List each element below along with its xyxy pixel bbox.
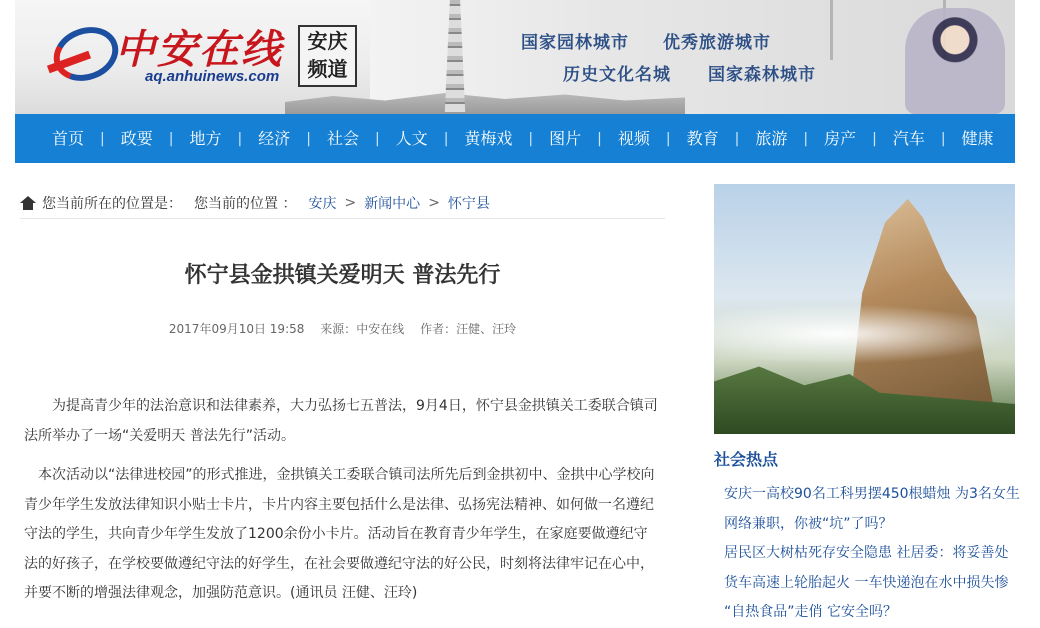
slogan-2: 优秀旅游城市 (663, 33, 771, 53)
nav-separator: | (237, 130, 243, 147)
breadcrumb-label: 您当前的位置 ： (194, 196, 297, 212)
nav-item-economy[interactable]: 经济 (258, 129, 291, 148)
header-banner (15, 0, 1015, 114)
hot-news-item[interactable]: 安庆一高校90名工科男摆450根蜡烛 为3名女生 (724, 486, 1020, 502)
mountain-cloud (714, 304, 1015, 364)
home-icon (20, 196, 36, 210)
slogan-3: 历史文化名城 (563, 65, 671, 85)
nav-separator: | (665, 130, 671, 147)
site-url: aq.anhuinews.com (145, 68, 280, 85)
nav-separator: | (443, 130, 449, 147)
article-title: 怀宁县金拱镇关爱明天 普法先行 (184, 262, 501, 288)
article-author: 作者：汪健、汪玲 (420, 322, 517, 336)
main-nav (15, 114, 1015, 163)
hot-news-item[interactable]: 货车高速上轮胎起火 一车快递泡在水中损失惨 (724, 574, 1009, 591)
nav-item-politics[interactable]: 政要 (120, 129, 153, 148)
hot-news-item[interactable]: “自热食品”走俏 它安全吗？ (724, 604, 897, 621)
nav-separator: | (306, 130, 311, 147)
article-paragraph-1: 为提高青少年的法治意识和法律素养，大力弘扬七五普法，9月4日，怀宁县金拱镇关工委联合镇司法所举办了一场“关爱明天 普法先行”活动。 (24, 398, 658, 444)
nav-separator: | (100, 130, 105, 147)
nav-item-photos[interactable]: 图片 (549, 129, 582, 148)
breadcrumb-item-news-center[interactable]: 新闻中心 (364, 196, 421, 212)
breadcrumb-arrow-icon: > (428, 195, 440, 211)
opera-figure-image (905, 8, 1005, 114)
sidebar-heading: 社会热点 (714, 450, 779, 469)
nav-item-local[interactable]: 地方 (189, 129, 222, 148)
channel-badge (298, 25, 357, 87)
slogan-1: 国家园林城市 (521, 33, 629, 53)
nav-separator: | (528, 130, 534, 147)
nav-separator: | (374, 130, 380, 147)
nav-item-health[interactable]: 健康 (961, 129, 994, 148)
nav-item-home[interactable]: 首页 (52, 129, 85, 148)
article-date: 2017年09月10日 19:58 (168, 322, 305, 336)
article-body (24, 392, 660, 619)
nav-item-video[interactable]: 视频 (617, 129, 650, 148)
slogan-4: 国家森林城市 (708, 65, 816, 85)
breadcrumb-item-huaining[interactable]: 怀宁县 (447, 196, 490, 212)
article-source: 来源：中安在线 (320, 322, 405, 336)
nav-item-auto[interactable]: 汽车 (892, 129, 925, 148)
nav-item-culture[interactable]: 人文 (395, 129, 428, 148)
site-name[interactable]: 中安在线 (115, 26, 283, 73)
nav-separator: | (597, 130, 602, 147)
breadcrumb-item-anqing[interactable]: 安庆 (308, 196, 337, 212)
hot-news-list (724, 480, 1024, 628)
article-meta (20, 320, 665, 337)
breadcrumb-arrow-icon: > (344, 195, 357, 211)
nav-item-education[interactable]: 教育 (686, 129, 719, 148)
sidebar-mountain-image[interactable] (714, 184, 1015, 434)
nav-item-society[interactable]: 社会 (326, 129, 359, 148)
nav-item-huangmei-opera[interactable]: 黄梅戏 (464, 129, 513, 148)
channel-line2: 频道 (307, 57, 348, 81)
hot-news-item[interactable]: 网络兼职，你被“坑”了吗？ (724, 515, 893, 532)
channel-line1: 安庆 (307, 29, 348, 53)
article-paragraph-2: 本次活动以“法律进校园”的形式推进，金拱镇关工委联合镇司法所先后到金拱初中、金拱中心学校向青少年学生发放法律知识小贴士卡片，卡片内容主要包括什么是法律、弘扬宪法精神、如何做一名遵纪守法的学生，共向青少年学生发放了1200余份小卡片。活动旨在教育青少年学生，在家庭要做遵纪守法的好孩子，在学校要做遵纪守法的好学生，在社会要做遵纪守法的好公民，时刻将法律牢记在心中，并要不断的增强法律观念，加强防范意识。(通讯员 汪健、汪玲) (24, 467, 655, 601)
breadcrumb-prefix: 您当前所在的位置是： (42, 196, 182, 212)
nav-separator: | (734, 130, 740, 147)
nav-separator: | (940, 130, 946, 147)
nav-item-realestate[interactable]: 房产 (824, 129, 857, 148)
nav-item-travel[interactable]: 旅游 (755, 129, 788, 148)
hot-news-item[interactable]: 居民区大树枯死存安全隐患 社居委：将妥善处 (724, 545, 1009, 562)
breadcrumb (20, 188, 665, 219)
nav-separator: | (168, 130, 174, 147)
nav-separator: | (872, 130, 877, 147)
nav-separator: | (803, 130, 809, 147)
